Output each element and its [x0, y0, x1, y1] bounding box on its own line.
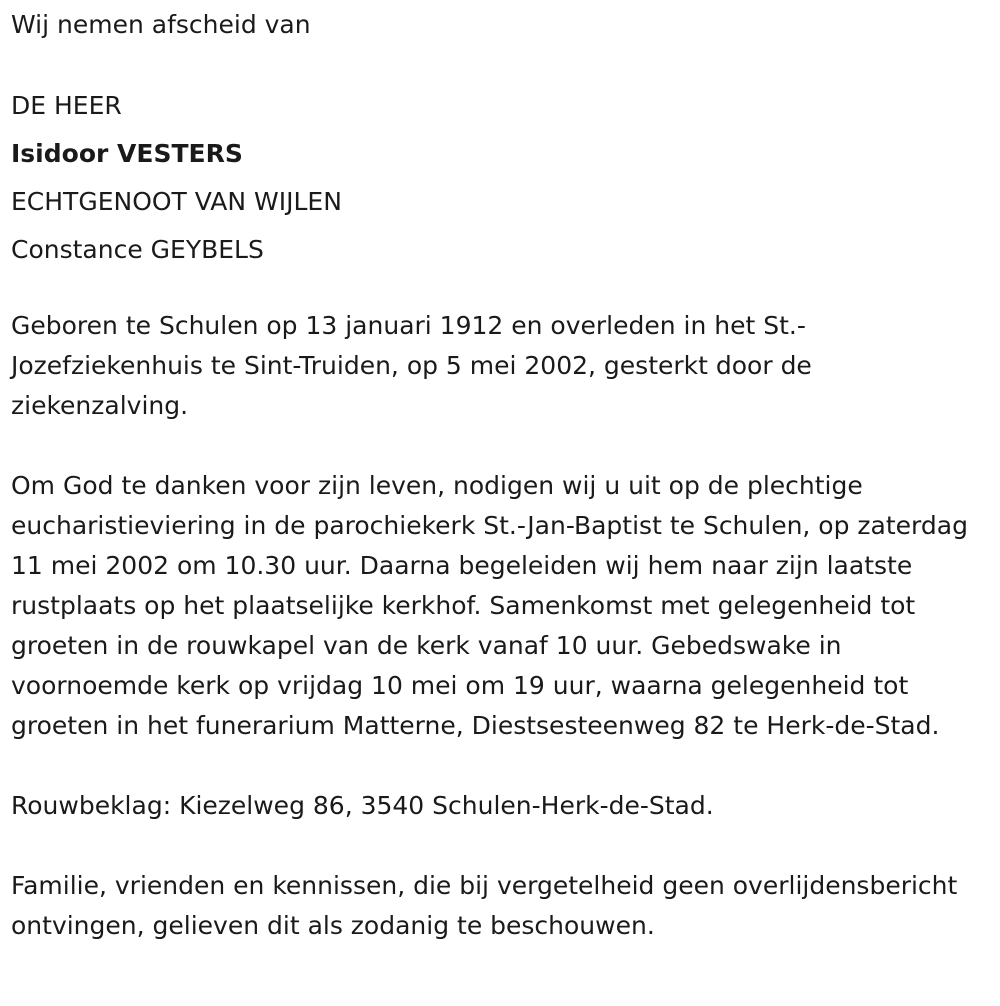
spacer — [11, 746, 986, 786]
death-notice — [11, 0, 986, 946]
spacer — [11, 426, 986, 466]
ceremony-paragraph: Om God te danken voor zijn leven, nodigen wij u uit op de plechtige eucharistieviering in de parochiekerk St.-Jan-Baptist te Schulen, op zaterdag 11 mei 2002 om 10.30 uur. Daarna begeleiden wij hem naar zijn laatste rustplaats op het plaatselijke kerkhof. Samenkomst met gelegenheid tot groeten in de rouwkapel van de kerk vanaf 10 uur. Gebedswake in voornoemde kerk op vrijdag 10 mei om 19 uur, waarna gelegenheid tot groeten in het funerarium Matterne, Diestsesteenweg 82 te Herk-de-Stad. — [11, 471, 968, 740]
closing-paragraph: Familie, vrienden en kennissen, die bij vergetelheid geen overlijdensbericht ontvingen, gelieven dit als zodanig te beschouwen. — [11, 871, 958, 940]
intro-text: Wij nemen afscheid van — [11, 10, 311, 39]
spacer — [11, 274, 986, 306]
deceased-name: Isidoor VESTERS — [11, 139, 243, 168]
spacer — [11, 50, 986, 82]
spouse-name: Constance GEYBELS — [11, 235, 264, 264]
relation-label: ECHTGENOOT VAN WIJLEN — [11, 187, 342, 216]
honorific-title: DE HEER — [11, 91, 122, 120]
spacer — [11, 826, 986, 866]
birth-death-paragraph: Geboren te Schulen op 13 januari 1912 en overleden in het St.-Jozefziekenhuis te Sint-Truiden, op 5 mei 2002, gesterkt door de ziekenzalving. — [11, 311, 812, 420]
condolence-address: Rouwbeklag: Kiezelweg 86, 3540 Schulen-Herk-de-Stad. — [11, 791, 714, 820]
